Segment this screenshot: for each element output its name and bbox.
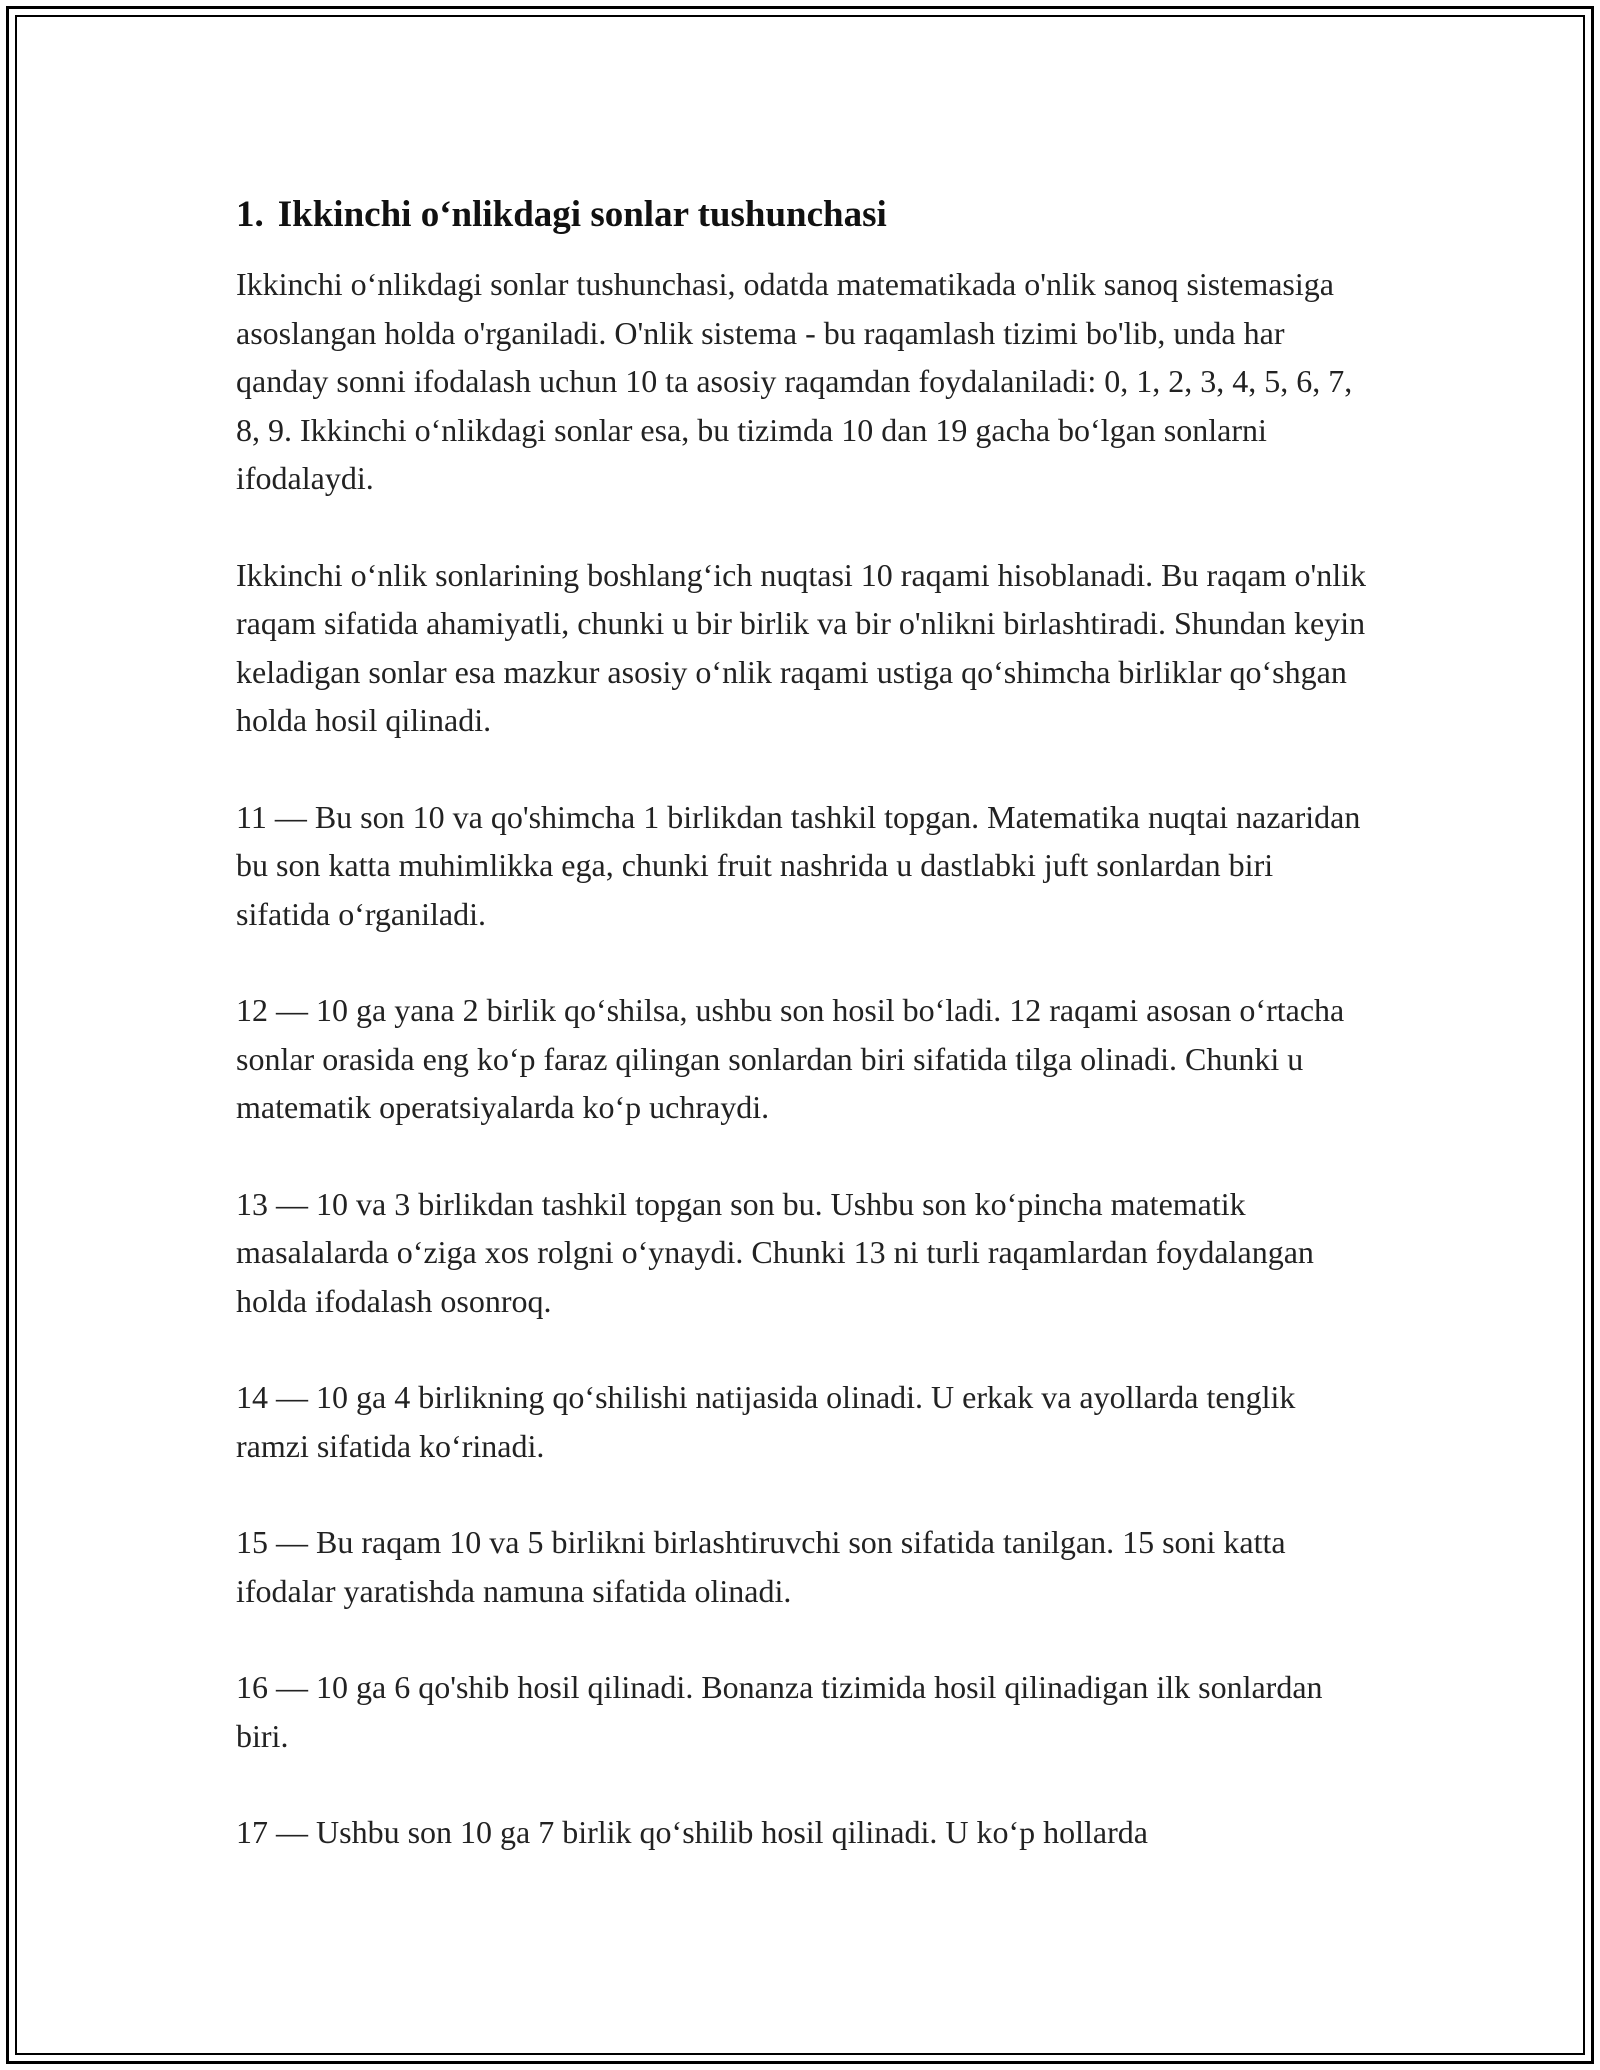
document-body xyxy=(236,190,1366,1905)
section-title: Ikkinchi o‘nlikdagi sonlar tushunchasi xyxy=(277,194,887,235)
paragraph-seventeen: 17 — Ushbu son 10 ga 7 birlik qo‘shilib hosil qilinadi. U ko‘p hollarda xyxy=(236,1814,1148,1850)
paragraph-eleven: 11 — Bu son 10 va qo'shimcha 1 birlikdan tashkil topgan. Matematika nuqtai nazaridan bu son katta muhimlikka ega, chunki fruit nashrida u dastlabki juft sonlardan biri sifatida o‘rganiladi. xyxy=(236,798,1361,932)
paragraph-fifteen: 15 — Bu raqam 10 va 5 birlikni birlashtiruvchi son sifatida tanilgan. 15 soni katta ifodalar yaratishda namuna sifatida olinadi. xyxy=(236,1524,1286,1609)
paragraph-intro: Ikkinchi o‘nlikdagi sonlar tushunchasi, odatda matematikada o'nlik sanoq sistemasiga asoslangan holda o'rganiladi. O'nlik sistema - bu raqamlash tizimi bo'lib, unda har qanday sonni ifodalash uchun 10 ta asosiy raqamdan foydalaniladi: 0, 1, 2, 3, 4, 5, 6, 7, 8, 9. Ikkinchi o‘nlikdagi sonlar esa, bu tizimda 10 dan 19 gacha bo‘lgan sonlarni ifodalaydi. xyxy=(236,266,1353,496)
section-heading xyxy=(236,190,1366,240)
paragraph-ten: Ikkinchi o‘nlik sonlarining boshlang‘ich nuqtasi 10 raqami hisoblanadi. Bu raqam o'nlik raqam sifatida ahamiyatli, chunki u bir birlik va bir o'nlikni birlashtiradi. Shundan keyin keladigan sonlar esa mazkur asosiy o‘nlik raqami ustiga qo‘shimcha birliklar qo‘shgan holda hosil qilinadi. xyxy=(236,556,1367,738)
paragraph-thirteen: 13 — 10 va 3 birlikdan tashkil topgan son bu. Ushbu son ko‘pincha matematik masalalarda o‘ziga xos rolgni o‘ynaydi. Chunki 13 ni turli raqamlardan foydalangan holda ifodalash osonroq. xyxy=(236,1185,1314,1319)
section-number: 1. xyxy=(236,194,264,235)
paragraph-fourteen: 14 — 10 ga 4 birlikning qo‘shilishi natijasida olinadi. U erkak va ayollarda tenglik ramzi sifatida ko‘rinadi. xyxy=(236,1379,1296,1464)
paragraph-sixteen: 16 — 10 ga 6 qo'shib hosil qilinadi. Bonanza tizimida hosil qilinadigan ilk sonlardan biri. xyxy=(236,1669,1323,1754)
paragraph-twelve: 12 — 10 ga yana 2 birlik qo‘shilsa, ushbu son hosil bo‘ladi. 12 raqami asosan o‘rtacha sonlar orasida eng ko‘p faraz qilingan sonlardan biri sifatida tilga olinadi. Chunki u matematik operatsiyalarda ko‘p uchraydi. xyxy=(236,992,1345,1125)
